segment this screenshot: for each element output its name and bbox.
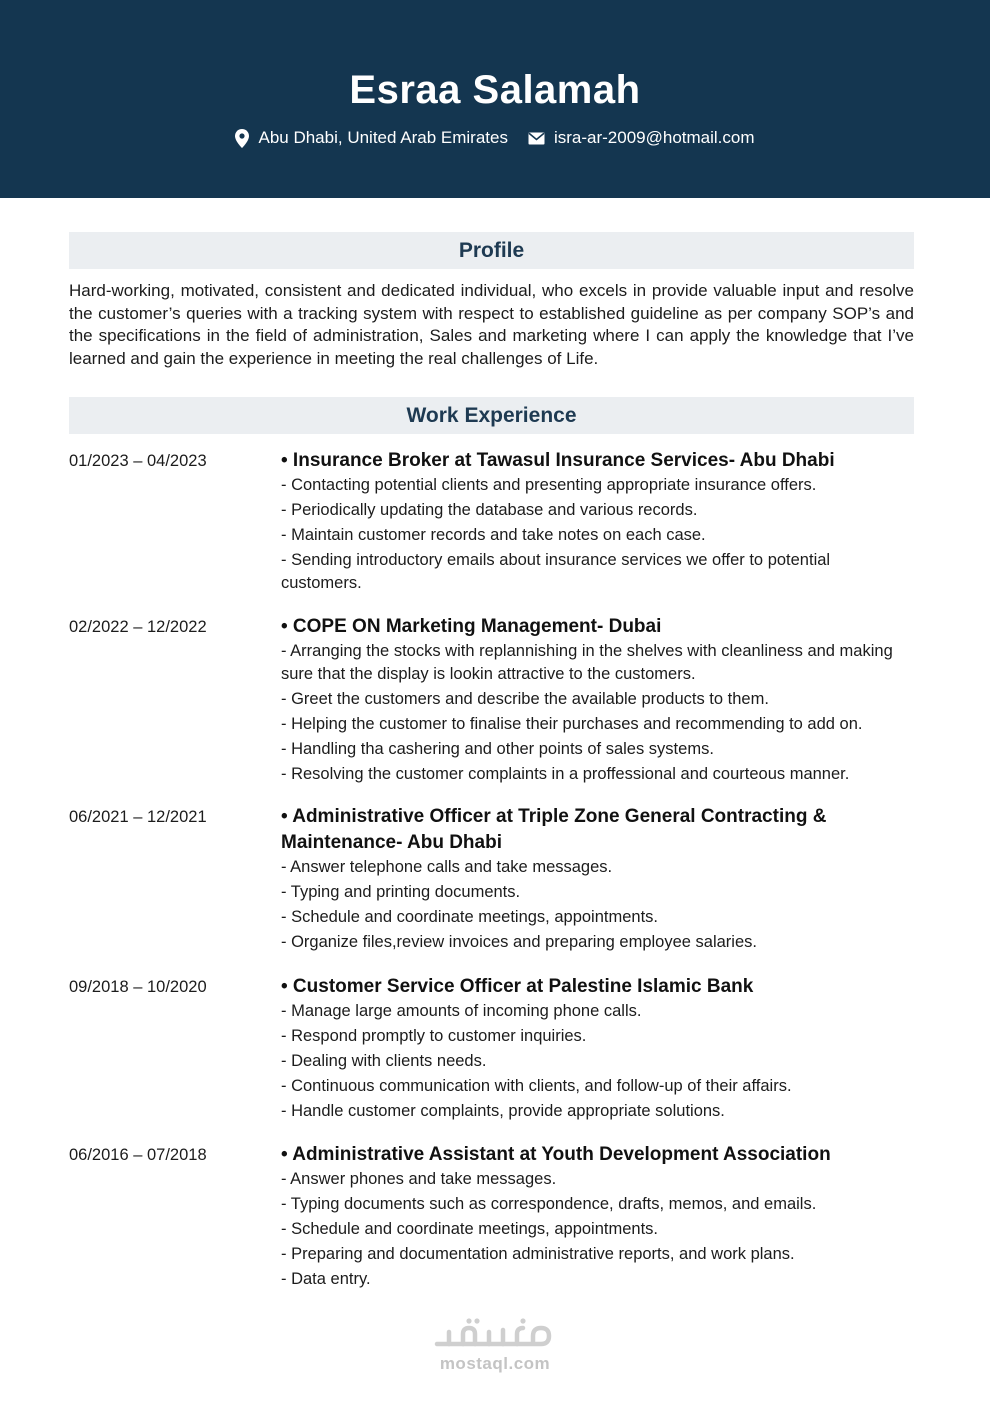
location-text: Abu Dhabi, United Arab Emirates [258, 128, 508, 147]
job-duty: - Maintain customer records and take notes on each case. [281, 526, 706, 545]
job-duties [281, 1000, 906, 1123]
job-duty: - Organize files,review invoices and preparing employee salaries. [281, 933, 757, 952]
job-duty: - Greet the customers and describe the available products to them. [281, 689, 769, 708]
job-duty: - Typing and printing documents. [281, 883, 521, 902]
job-dates: 06/2016 – 07/2018 [69, 1146, 207, 1164]
job-duties [281, 1168, 906, 1291]
map-pin-icon [235, 129, 249, 148]
job-duty: - Respond promptly to customer inquiries. [281, 1027, 587, 1046]
job-duty: - Sending introductory emails about insurance services we offer to potential customers. [281, 551, 831, 592]
job-duty: - Arranging the stocks with replannishing in the shelves with cleanliness and making sure that the display is lookin attractive to the customers. [281, 642, 893, 683]
email-text[interactable]: isra-ar-2009@hotmail.com [553, 128, 755, 147]
mostaql-logo [433, 1318, 557, 1354]
job-body [281, 806, 906, 956]
job-dates: 06/2021 – 12/2021 [69, 808, 207, 826]
job-title: • Customer Service Officer at Palestine Islamic Bank [281, 976, 754, 997]
job-duty: - Answer phones and take messages. [281, 1170, 557, 1188]
job-title: • Administrative Officer at Triple Zone General Contracting & Maintenance- Abu Dhabi [281, 806, 827, 853]
job-duty: - Schedule and coordinate meetings, appointments. [281, 908, 658, 927]
job-duty: - Dealing with clients needs. [281, 1052, 487, 1071]
candidate-name: Esraa Salamah [349, 68, 641, 112]
location-item [235, 128, 507, 148]
job-title: • Insurance Broker at Tawasul Insurance Services- Abu Dhabi [281, 450, 835, 471]
job-duty: - Periodically updating the database and various records. [281, 501, 698, 520]
job-body [281, 450, 906, 597]
job-duty: - Helping the customer to finalise their purchases and recommending to add on. [281, 714, 863, 733]
job-dates: 01/2023 – 04/2023 [69, 452, 207, 470]
job-body [281, 616, 906, 788]
mostaql-watermark [0, 1318, 990, 1374]
job-duties [281, 856, 906, 954]
job-duty: - Manage large amounts of incoming phone calls. [281, 1002, 642, 1020]
profile-heading: Profile [69, 232, 914, 269]
job-duties [281, 640, 906, 785]
profile-text: Hard-working, motivated, consistent and dedicated individual, who excels in provide valuable input and resolve the customer’s queries with a tracking system with respect to established guideline as per company SOP’s and the specifications in the field of administration, Sales and marketing where I can apply the knowledge that I’ve learned and gain the experience in meeting the real challenges of Life. [69, 281, 914, 368]
job-duty: - Handling tha cashering and other points of sales systems. [281, 739, 714, 758]
envelope-icon [528, 132, 545, 145]
job-duty: - Continuous communication with clients, and follow-up of their affairs. [281, 1077, 792, 1096]
job-body [281, 1144, 906, 1293]
resume-header [0, 0, 990, 198]
job-duty: - Contacting potential clients and presenting appropriate insurance offers. [281, 476, 817, 494]
job-duty: - Schedule and coordinate meetings, appointments. [281, 1220, 658, 1239]
job-dates: 09/2018 – 10/2020 [69, 978, 207, 996]
job-duty: - Answer telephone calls and take messages. [281, 858, 613, 876]
job-duties [281, 474, 906, 594]
job-duty: - Preparing and documentation administrative reports, and work plans. [281, 1245, 795, 1264]
email-item [528, 128, 755, 148]
job-duty: - Typing documents such as correspondence, drafts, memos, and emails. [281, 1195, 817, 1214]
job-duty: - Resolving the customer complaints in a proffessional and courteous manner. [281, 764, 850, 783]
contact-info [0, 128, 990, 148]
job-title: • Administrative Assistant at Youth Development Association [281, 1144, 831, 1165]
job-title: • COPE ON Marketing Management- Dubai [281, 616, 662, 637]
watermark-text: mostaql.com [439, 1354, 551, 1373]
job-duty: - Data entry. [281, 1270, 371, 1289]
work-experience-heading: Work Experience [69, 397, 914, 434]
job-duty: - Handle customer complaints, provide appropriate solutions. [281, 1102, 725, 1121]
job-body [281, 976, 906, 1125]
job-dates: 02/2022 – 12/2022 [69, 618, 207, 636]
